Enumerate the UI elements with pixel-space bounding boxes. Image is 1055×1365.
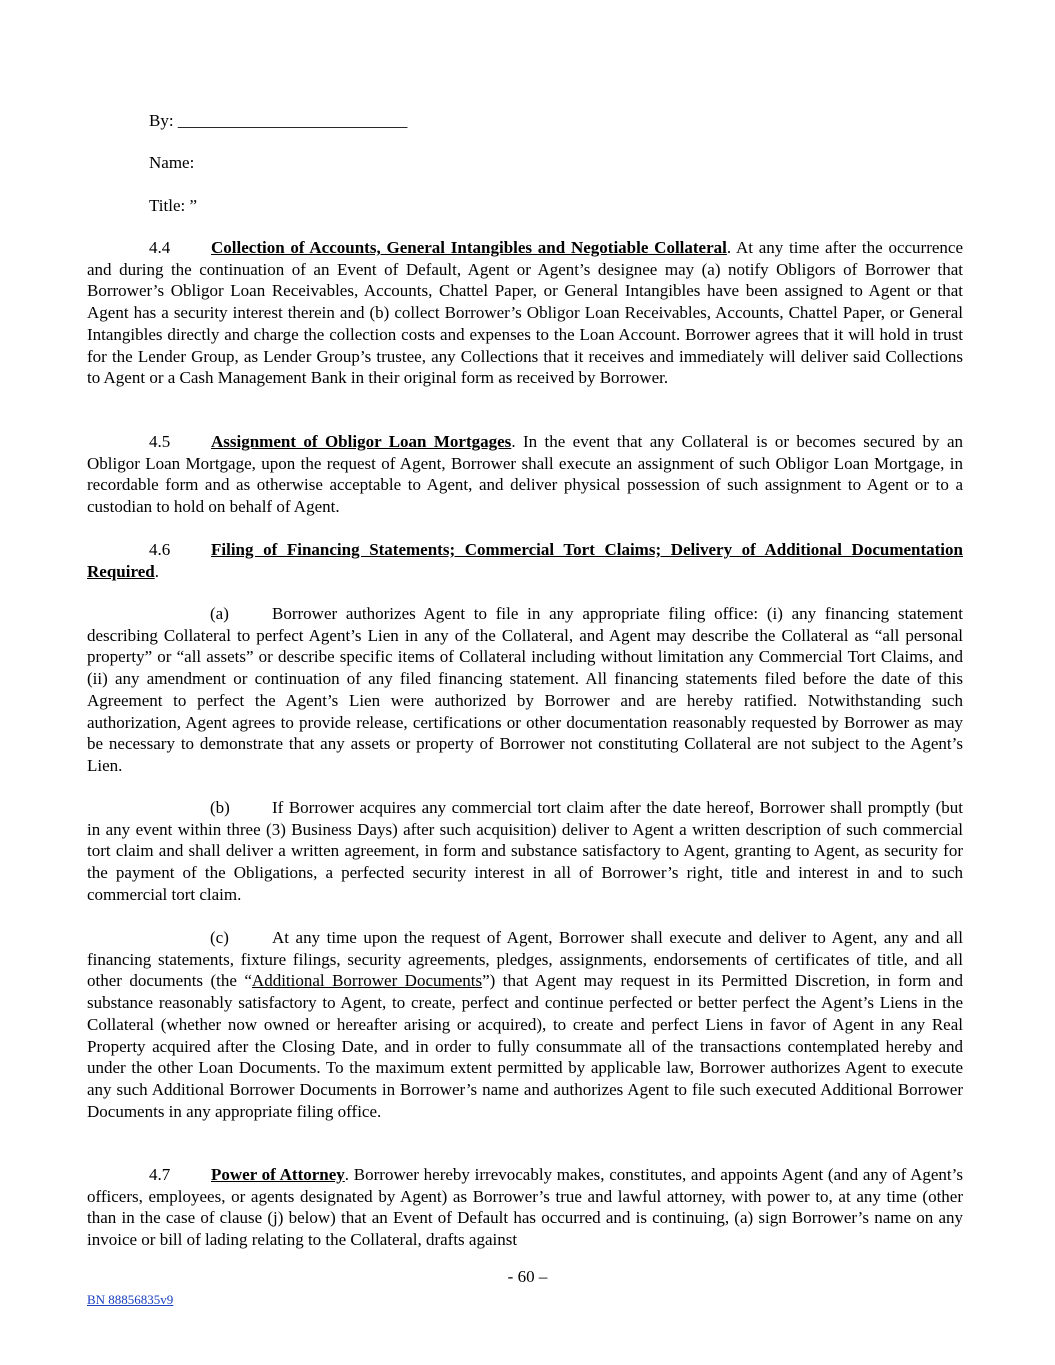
clause-body: Borrower authorizes Agent to file in any appropriate filing office: (i) any financing statement describing Collateral to perfect Agent’s Lien in any of the Collateral, and Agent may describe the Collateral as “all personal property” or “all assets” or describe specific items of Collateral including without limitation any Commercial Tort Claims, and (ii) any amendment or continuation of any filed financing statement. All financing statements filed before the date of this Agreement to perfect the Agent’s Lien were authorized by Borrower and are hereby ratified. Notwithstanding such authorization, Agent agrees to provide release, certifications or other documentation reasonably requested by Borrower as may be necessary to demonstrate that any assets or property of Borrower not constituting Collateral are not subject to the Agent’s Lien.: [87, 604, 963, 775]
signature-by-line: [149, 110, 407, 132]
document-id-link[interactable]: BN 88856835v9: [87, 1292, 174, 1307]
defined-term: Additional Borrower Documents: [251, 971, 483, 991]
clause-body-2: ”) that Agent may request in its Permitted Discretion, in form and substance reasonably satisfactory to Agent, to create, perfect and continue perfected or better perfect the Agent’s Liens in the Collateral (whether now owned or hereafter arising or acquired), to create and perfect Liens in favor of Agent in any Real Property acquired after the Closing Date, and in order to fully consummate all of the transactions contemplated hereby and under the other Loan Documents. To the maximum extent permitted by applicable law, Borrower authorizes Agent to execute any such Additional Borrower Documents in Borrower’s name and authorizes Agent to file such executed Additional Borrower Documents in any appropriate filing office.: [87, 971, 964, 1121]
section-4-5: [87, 431, 963, 518]
clause-body: If Borrower acquires any commercial tort claim after the date hereof, Borrower shall promptly (but in any event within three (3) Business Days) after such acquisition) deliver to Agent a written description of such commercial tort claim and shall deliver a written agreement, in form and substance satisfactory to Agent, granting to Agent, as security for the payment of the Obligations, a perfected security interest in all of Borrower’s right, title and interest in and to such commercial tort claim.: [87, 798, 963, 904]
by-blank: ___________________________: [177, 111, 408, 130]
clause-4-6-c: [87, 927, 963, 1122]
signature-name-label: Name:: [149, 153, 195, 172]
section-body: . At any time after the occurrence and during the continuation of an Event of Default, Agent or Agent’s designee may (a) notify Obligors of Borrower that Borrower’s Obligor Loan Receivables, Accounts, Chattel Paper, or General Intangibles have been assigned to Agent or that Agent has a security interest therein and (b) collect Borrower’s Obligor Loan Receivables, Accounts, Chattel Paper, or General Intangibles directly and charge the collection costs and expenses to the Loan Account. Borrower agrees that it will hold in trust for the Lender Group, as Lender Group’s trustee, any Collections that it receives and immediately will deliver said Collections to Agent or a Cash Management Bank in their original form as received by Borrower.: [87, 238, 963, 388]
clause-label: (a): [210, 604, 229, 623]
page-number: - 60 –: [507, 1267, 548, 1286]
by-label: By:: [149, 111, 174, 130]
clause-4-6-a: [87, 603, 963, 777]
clause-label: (b): [210, 798, 230, 817]
section-heading: Filing of Financing Statements; Commercial Tort Claims; Delivery of Additional Documentation Required: [87, 540, 963, 581]
clause-4-6-b: [87, 797, 963, 906]
section-body: . In the event that any Collateral is or becomes secured by an Obligor Loan Mortgage, upon the request of Agent, Borrower shall execute an assignment of such Obligor Loan Mortgage, in recordable form and as otherwise acceptable to Agent, and deliver physical possession of such assignment to Agent or to a custodian to hold on behalf of Agent.: [87, 432, 963, 517]
section-heading: Collection of Accounts, General Intangibles and Negotiable Collateral: [211, 238, 727, 257]
section-heading: Power of Attorney: [211, 1165, 345, 1184]
section-number: 4.4: [149, 238, 171, 257]
section-4-4: [87, 237, 963, 389]
section-number: 4.5: [149, 432, 171, 451]
signature-title-label: Title: ”: [149, 196, 198, 215]
section-body: .: [154, 561, 159, 581]
section-body: . Borrower hereby irrevocably makes, constitutes, and appoints Agent (and any of Agent’s officers, employees, or agents designated by Agent) as Borrower’s true and lawful attorney, with power to, at any time (other than in the case of clause (j) below) that an Event of Default has occurred and is continuing, (a) sign Borrower’s name on any invoice or bill of lading relating to the Collateral, drafts against: [87, 1165, 963, 1250]
clause-label: (c): [210, 928, 229, 947]
section-number: 4.6: [149, 540, 171, 559]
clause-body-1: At any time upon the request of Agent, Borrower shall execute and deliver to Agent, any and all financing statements, fixture filings, security agreements, pledges, assignments, endorsements of certificates of title, and all other documents (the “: [87, 928, 963, 991]
section-heading: Assignment of Obligor Loan Mortgages: [211, 432, 512, 451]
section-number: 4.7: [149, 1165, 171, 1184]
section-4-7: [87, 1164, 963, 1251]
section-4-6: [87, 539, 963, 582]
